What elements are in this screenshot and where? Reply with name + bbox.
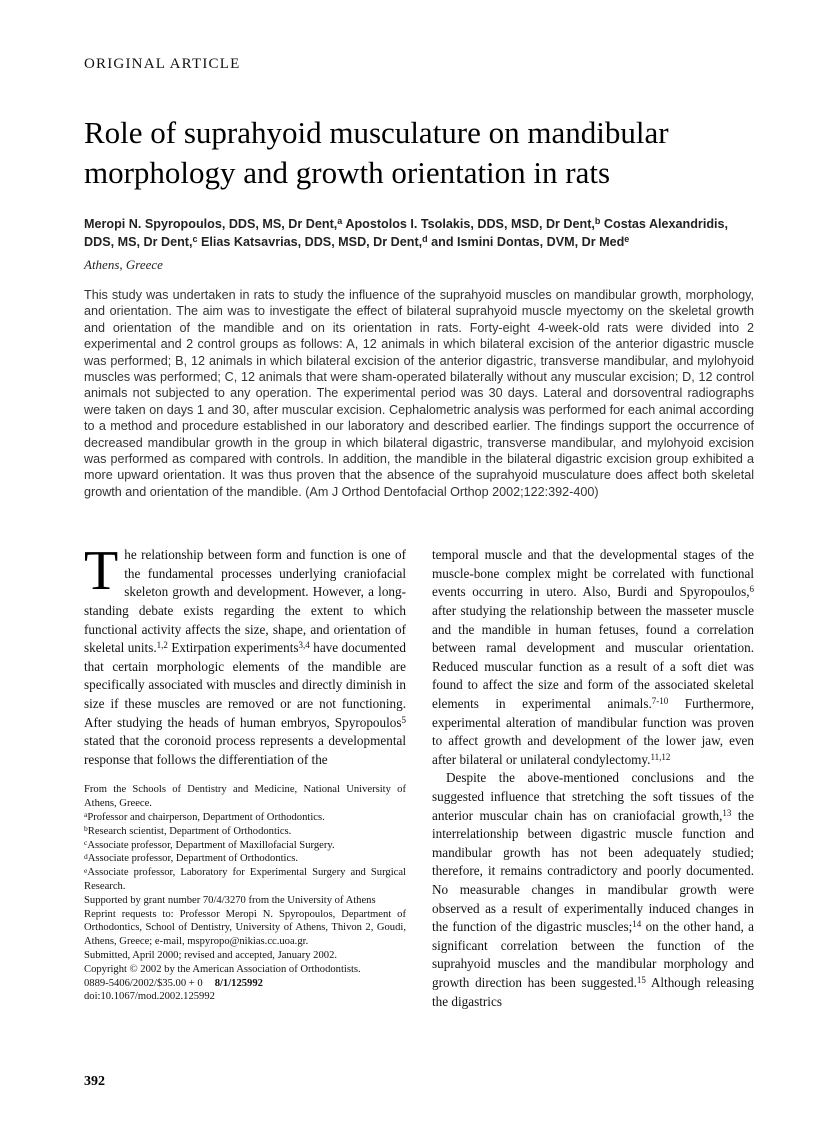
author-text-run: Apostolos I. Tsolakis, DDS, MSD, Dr Dent, xyxy=(342,217,595,231)
text-run: he relationship between form and function is one of the fundamental processes underlying craniofacial skeleton growth and development. However, a long-standing debate exists regarding the extent to which functional activity affects the size, shape, and orientation of skeletal units. xyxy=(84,547,406,656)
author-text-run: Elias Katsavrias, DDS, MSD, Dr Dent, xyxy=(197,235,423,249)
citation-ref: 14 xyxy=(632,919,642,930)
article-type-kicker: ORIGINAL ARTICLE xyxy=(84,56,241,72)
text-run: Although releasing the digastrics xyxy=(432,974,754,1009)
text-run: Extirpation experiments xyxy=(167,640,299,656)
citation-ref: 3,4 xyxy=(298,640,310,651)
footnote-text: From the Schools of Dentistry and Medicine, National University of Athens, Greece. xyxy=(84,784,406,810)
footnote xyxy=(84,963,406,977)
footnote-text: Professor and chairperson, Department of Orthodontics. xyxy=(87,812,325,823)
author-affiliation-ref: a xyxy=(337,215,343,226)
citation-ref: 11,12 xyxy=(650,751,671,762)
body-paragraph xyxy=(432,769,754,1011)
two-column-body xyxy=(84,540,754,1011)
body-paragraph xyxy=(432,546,754,769)
text-run: Despite the above-mentioned conclusions and the suggested influence that stretching the soft tissues of the anterior muscular chain has on craniofacial growth, xyxy=(432,770,754,823)
footnote xyxy=(84,990,406,1004)
footnote-marker: a xyxy=(84,810,88,820)
publication-code: 8/1/125992 xyxy=(214,977,263,989)
citation-ref: 7-10 xyxy=(651,695,669,706)
article-title: Role of suprahyoid musculature on mandibular morphology and growth orientation in rats xyxy=(84,115,669,190)
text-run: the interrelationship between digastric muscle function and mandibular growth has not been adequately studied; therefore, it remains contradictory and poorly documented. No measurable changes in mandibular growth were observed as a result of experimentally induced changes in the function of the digastric muscles; xyxy=(432,807,754,935)
body-text-left xyxy=(84,540,406,769)
footnote xyxy=(84,866,406,894)
footnote-text: Associate professor, Department of Orthodontics. xyxy=(87,853,298,865)
footnote-marker: e xyxy=(84,865,88,875)
citation-ref: 1,2 xyxy=(156,640,168,651)
author-text-run: Meropi N. Spyropoulos, DDS, MS, Dr Dent, xyxy=(84,217,338,231)
drop-cap: T xyxy=(84,540,119,603)
footnote-text: Research scientist, Department of Orthodontics. xyxy=(87,825,292,837)
citation-ref: 5 xyxy=(401,714,406,725)
footnote-text: Associate professor, Department of Maxillofacial Surgery. xyxy=(87,839,335,851)
footnote xyxy=(84,894,406,908)
citation-ref: 13 xyxy=(722,807,732,818)
author-affiliation-ref: c xyxy=(192,233,198,244)
footnote xyxy=(84,949,406,963)
footnote-marker: c xyxy=(84,837,88,847)
footnote xyxy=(84,811,406,825)
text-run: after studying the relationship between the masseter muscle and the mandible in human fetuses, found a correlation between ramal development and muscular orientation. Reduced muscular function as a result of a soft diet was found to affect the size and form of the associated skeletal elements in experimental animals. xyxy=(432,603,754,712)
footnote xyxy=(84,825,406,839)
left-column xyxy=(84,540,406,1011)
footnote xyxy=(84,839,406,853)
citation-ref: 6 xyxy=(749,584,754,595)
text-run: have documented that certain morphologic elements of the mandible are specifically associated with muscles and directly diminish in size if these muscles are removed or are not functioning. After studying the heads of human embryos, Spyropoulos xyxy=(84,640,406,730)
author-location: Athens, Greece xyxy=(84,257,163,272)
author-affiliation-ref: d xyxy=(422,233,428,244)
footnote xyxy=(84,852,406,866)
author-affiliation-ref: e xyxy=(624,233,630,244)
footnote xyxy=(84,977,406,991)
footnote xyxy=(84,908,406,949)
citation-ref: 15 xyxy=(636,974,646,985)
footnote-text: Submitted, April 2000; revised and accepted, January 2002. xyxy=(84,949,338,961)
text-run: temporal muscle and that the developmental stages of the muscle-bone complex might be correlated with functional events occurring in utero. Also, Burdi and Spyropoulos, xyxy=(432,547,754,600)
footnote xyxy=(84,783,406,811)
footnote-doi: doi:10.1067/mod.2002.125992 xyxy=(84,991,215,1003)
abstract-paragraph: This study was undertaken in rats to study the influence of the suprahyoid muscles on mandibular growth, morphology, and orientation. The aim was to investigate the effect of bilateral suprahyoid muscle myectomy on the skeletal growth and orientation of the mandible and on its orientation in rats. Forty-eight 4-week-old rats were divided into 2 experimental and 2 control groups as follows: A, 12 animals in which bilateral excision of the anterior digastric muscle was performed; B, 12 animals in which bilateral excision of the anterior digastric, transverse mandibular, and mylohyoid muscles was performed; C, 12 animals that were sham-operated bilaterally without any muscular excision; D, 12 control animals not subjected to any operation. The experimental period was 30 days. Lateral and dorsoventral radiographs were taken on days 1 and 30, after muscular excision. Cephalometric analysis was performed for each animal according to a method and procedure established in our laboratory and described earlier. The findings support the occurrence of decreased mandibular growth in the group in which bilateral digastric, transverse mandibular, and mylohyoid excision was performed as compared with controls. In addition, the mandible in the bilateral digastric excision group exhibited a more upward orientation. It was thus proven that the absence of the suprahyoid musculature does affect both skeletal growth and orientation of the mandible. (Am J Orthod Dentofacial Orthop 2002;122:392-400) xyxy=(84,288,754,499)
footnote-marker: b xyxy=(84,824,88,834)
author-affiliation-ref: b xyxy=(594,215,601,226)
footnote-block xyxy=(84,783,406,1004)
footnote-text: Associate professor, Laboratory for Experimental Surgery and Surgical Research. xyxy=(84,867,406,892)
footnote-text: Copyright © 2002 by the American Association of Orthodontists. xyxy=(84,963,361,975)
footnote-text: Reprint requests to: Professor Meropi N. Spyropoulos, Department of Orthodontics, School of Dentistry, University of Athens, Thivon 2, Goudi, Athens, Greece; e-mail, mspyropo@nikias.cc.uoa.gr. xyxy=(84,908,406,948)
footnote-text: Supported by grant number 70/4/3270 from the University of Athens xyxy=(84,894,376,906)
page-number: 392 xyxy=(84,1074,105,1089)
text-run: Furthermore, experimental alteration of mandibular function was proven to affect growth and development of the lower jaw, even after bilateral or unilateral condylectomy. xyxy=(432,696,754,767)
footnote-marker: d xyxy=(84,851,88,861)
right-column xyxy=(432,546,754,1011)
footnote-text: 0889-5406/2002/$35.00 + 0 xyxy=(84,977,203,989)
author-text-run: Costas Alexandridis, DDS, MS, Dr Dent, xyxy=(84,217,729,249)
text-run: on the other hand, a significant correlation between the function of the suprahyoid muscles and the mandibular morphology and growth direction has been suggested. xyxy=(432,919,754,990)
body-text-right xyxy=(432,546,754,1011)
text-run: stated that the coronoid process represents a developmental response that follows the differentiation of the xyxy=(84,733,406,767)
author-text-run: and Ismini Dontas, DVM, Dr Med xyxy=(427,235,625,249)
author-byline xyxy=(84,215,739,251)
body-paragraph xyxy=(84,540,406,769)
